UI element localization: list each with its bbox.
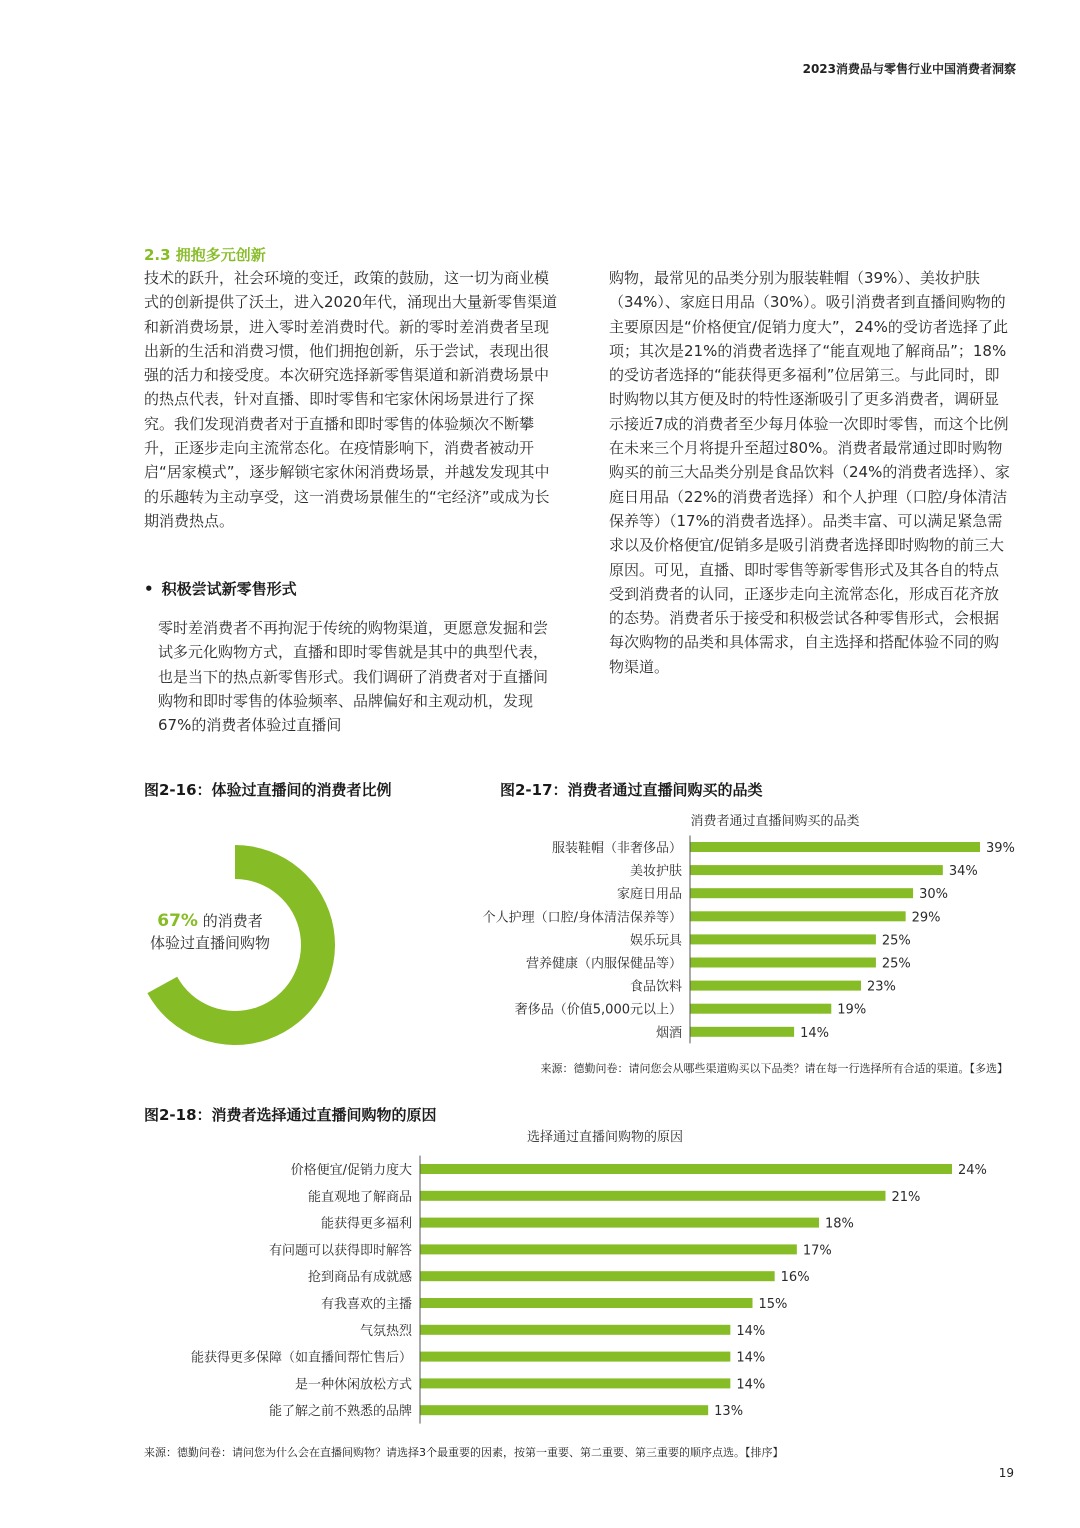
fig16-title: 图2-16：体验过直播间的消费者比例: [144, 781, 392, 799]
fig17-value-label: 39%: [986, 841, 1015, 856]
fig17-category-label: 食品饮料: [629, 979, 682, 995]
fig18-value-label: 14%: [736, 1377, 766, 1393]
fig17-value-label: 14%: [800, 1025, 830, 1041]
fig17-value-label: 34%: [948, 864, 978, 880]
page-number: 19: [998, 1466, 1014, 1480]
fig18-value-label: 16%: [780, 1270, 810, 1286]
fig17-bar: [690, 865, 943, 875]
donut-center-label: [130, 910, 290, 954]
fig17-value-label: 29%: [911, 910, 941, 926]
fig18-bar: [420, 1191, 886, 1201]
fig17-category-label: 家庭日用品: [616, 887, 682, 903]
fig18-category-label: 抢到商品有成就感: [307, 1270, 412, 1286]
fig18-value-label: 14%: [736, 1350, 766, 1366]
fig17-category-label: 娱乐玩具: [629, 933, 682, 949]
fig18-category-label: 是一种休闲放松方式: [294, 1377, 412, 1393]
fig17-chart-title: 消费者通过直播间购买的品类: [690, 814, 860, 829]
fig18-source: 来源：德勤问卷：请问您为什么会在直播间购物？请选择3个最重要的因素，按第一重要、第二重要、第三重要的顺序点选。【排序】: [144, 1446, 784, 1459]
fig18-bar-chart: [130, 1154, 1030, 1426]
fig18-value-label: 15%: [758, 1297, 788, 1312]
fig17-category-label: 个人护理（口腔/身体清洁保养等）: [482, 910, 682, 926]
fig17-bar: [690, 958, 876, 968]
fig18-bar: [420, 1352, 730, 1362]
fig17-value-label: 25%: [881, 933, 911, 949]
fig18-bar: [420, 1244, 797, 1254]
fig17-category-label: 奢侈品（价值5,000元以上）: [514, 1002, 682, 1018]
left-paragraph-intro: 技术的跃升，社会环境的变迁，政策的鼓励，这一切为商业模式的创新提供了沃土，进入2020年代，涌现出大量新零售渠道和新消费场景，进入零时差消费时代。新的零时差消费者呈现出新的生活和消费习惯，他们拥抱创新，乐于尝试，表现出很强的活力和接受度。本次研究选择新零售渠道和新消费场景中的热点代表，针对直播、即时零售和宅家休闲场景进行了探究。我们发现消费者对于直播和即时零售的体验频次不断攀升，正逐步走向主流常态化。在疫情影响下，消费者被动开启“居家模式”，逐步解锁宅家休闲消费场景，并越发发现其中的乐趣转为主动享受，这一消费场景催生的“宅经济”或成为长期消费热点。: [144, 269, 558, 530]
fig17-bar: [690, 842, 980, 852]
fig18-bar: [420, 1325, 730, 1335]
fig18-value-label: 17%: [802, 1243, 832, 1259]
fig17-bar-chart: [400, 834, 1040, 1046]
fig18-value-label: 13%: [714, 1404, 744, 1420]
fig18-category-label: 能获得更多福利: [320, 1216, 412, 1232]
fig18-category-label: 能直观地了解商品: [307, 1189, 412, 1205]
fig17-bar: [690, 1027, 794, 1037]
fig17-category-label: 烟酒: [655, 1025, 682, 1041]
fig17-source: 来源：德勤问卷：请问您会从哪些渠道购买以下品类？请在每一行选择所有合适的渠道。【多选】: [540, 1062, 1008, 1075]
fig17-title: 图2-17：消费者通过直播间购买的品类: [500, 781, 763, 799]
fig18-value-label: 24%: [958, 1163, 987, 1178]
fig17-bar: [690, 888, 913, 898]
section-title: 2.3 拥抱多元创新: [144, 246, 266, 264]
fig17-category-label: 营养健康（内服保健品等）: [525, 956, 682, 972]
fig18-value-label: 18%: [825, 1216, 854, 1232]
fig18-bar: [420, 1271, 775, 1281]
fig18-bar: [420, 1164, 952, 1174]
fig18-title: 图2-18：消费者选择通过直播间购物的原因: [144, 1106, 437, 1124]
fig17-value-label: 30%: [919, 887, 948, 903]
right-paragraph: 购物，最常见的品类分别为服装鞋帽（39%）、美妆护肤（34%）、家庭日用品（30%）。吸引消费者到直播间购物的主要原因是“价格便宜/促销力度大”，24%的受访者选择了此项；其次是21%的消费者选择了“能直观地了解商品”；18%的受访者选择的“能获得更多福利”位居第三。与此同时，即时购物以其方便及时的特性逐渐吸引了更多消费者，调研显示接近7成的消费者至少每月体验一次即时零售，而这个比例在未来三个月将提升至超过80%。消费者最常通过即时购物购买的前三大品类分别是食品饮料（24%的消费者选择）、家庭日用品（22%的消费者选择）和个人护理（口腔/身体清洁保养等）（17%的消费者选择）。品类丰富、可以满足紧急需求以及价格便宜/促销多是吸引消费者选择即时购物的前三大原因。可见，直播、即时零售等新零售形式及其各自的特点受到消费者的认同，正逐步走向主流常态化，形成百花齐放的态势。消费者乐于接受和积极尝试各种零售形式，会根据每次购物的品类和具体需求，自主选择和搭配体验不同的购物渠道。: [609, 269, 1010, 676]
donut-text-line1: 的消费者: [202, 912, 263, 930]
fig18-category-label: 有我喜欢的主播: [320, 1297, 412, 1312]
fig17-bar: [690, 981, 861, 991]
fig17-value-label: 23%: [867, 979, 896, 995]
fig17-value-label: 25%: [881, 956, 911, 972]
fig18-category-label: 气氛热烈: [359, 1323, 412, 1339]
bullet-heading: [144, 578, 297, 599]
fig17-bar: [690, 934, 876, 944]
fig18-bar: [420, 1298, 753, 1308]
fig18-bar: [420, 1218, 819, 1228]
fig18-bar: [420, 1378, 730, 1388]
fig18-category-label: 能了解之前不熟悉的品牌: [268, 1404, 412, 1420]
fig17-value-label: 19%: [837, 1002, 867, 1018]
fig17-bar: [690, 911, 906, 921]
fig18-category-label: 价格便宜/促销力度大: [290, 1163, 412, 1178]
fig18-bar: [420, 1405, 708, 1415]
report-header-title: 2023消费品与零售行业中国消费者洞察: [802, 62, 1016, 76]
bullet-heading-text: 积极尝试新零售形式: [161, 580, 297, 598]
fig18-chart-title: 选择通过直播间购物的原因: [526, 1130, 683, 1145]
fig18-category-label: 有问题可以获得即时解答: [268, 1243, 412, 1259]
fig18-value-label: 14%: [736, 1323, 766, 1339]
fig17-category-label: 美妆护肤: [629, 864, 682, 880]
bullet-dot-icon: •: [144, 580, 154, 598]
left-paragraph-retail: 零时差消费者不再拘泥于传统的购物渠道，更愿意发掘和尝试多元化购物方式，直播和即时零售就是其中的典型代表，也是当下的热点新零售形式。我们调研了消费者对于直播间购物和即时零售的体验频率、品牌偏好和主观动机，发现67%的消费者体验过直播间: [158, 619, 549, 735]
donut-text-line2: 体验过直播间购物: [149, 934, 270, 952]
fig17-bar: [690, 1004, 831, 1014]
fig17-category-label: 服装鞋帽（非奢侈品）: [551, 841, 682, 856]
fig18-value-label: 21%: [891, 1189, 921, 1205]
donut-percentage: 67%: [157, 911, 198, 931]
fig18-category-label: 能获得更多保障（如直播间帮忙售后）: [190, 1350, 412, 1366]
